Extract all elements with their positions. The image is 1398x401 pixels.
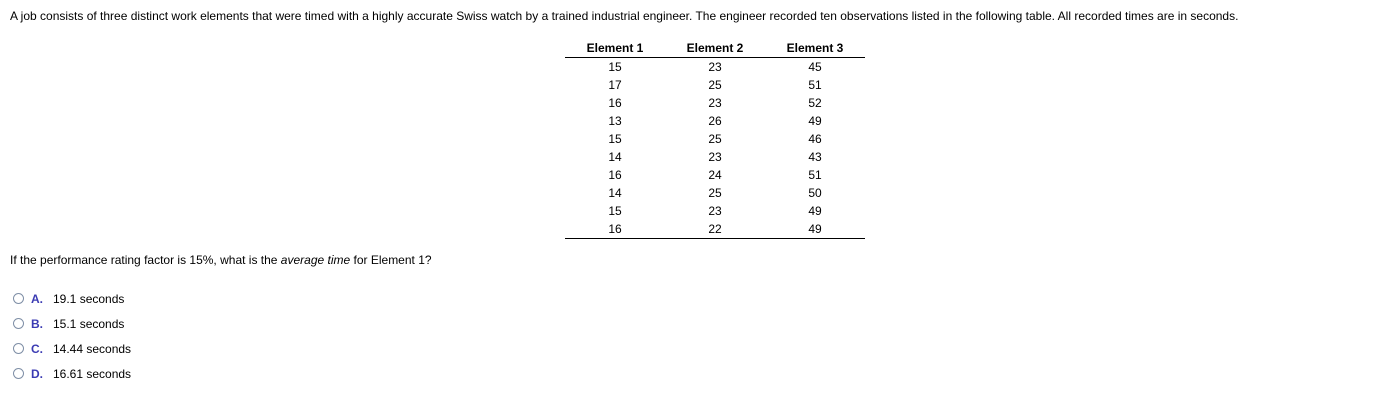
choice-b[interactable] xyxy=(13,311,131,336)
choice-label: 16.61 seconds xyxy=(53,366,132,381)
table-cell: 51 xyxy=(808,168,822,182)
column-header-element-1: Element 1 xyxy=(565,38,665,58)
choice-letter: D. xyxy=(31,366,43,381)
table-cell: 46 xyxy=(808,132,822,146)
table-cell: 15 xyxy=(608,60,622,74)
radio-button-icon[interactable] xyxy=(13,368,24,379)
table-row xyxy=(565,130,865,148)
question-prefix: If the performance rating factor is 15%, what is the xyxy=(10,253,281,267)
table-cell: 25 xyxy=(708,78,722,92)
table-cell: 25 xyxy=(708,132,722,146)
table-row xyxy=(565,112,865,130)
problem-statement: A job consists of three distinct work elements that were timed with a highly accurate Swiss watch by a trained industrial engineer. The engineer recorded ten observations listed in the following table. All recorded times are in seconds. xyxy=(10,9,1239,23)
table-row xyxy=(565,148,865,166)
column-header-element-2: Element 2 xyxy=(665,38,765,58)
choice-a[interactable] xyxy=(13,286,131,311)
column-header-element-3: Element 3 xyxy=(765,38,865,58)
table-cell: 23 xyxy=(708,96,722,110)
choice-label: 14.44 seconds xyxy=(53,341,132,356)
table-cell: 24 xyxy=(708,168,722,182)
table-cell: 51 xyxy=(808,78,822,92)
table-cell: 23 xyxy=(708,60,722,74)
table-cell: 49 xyxy=(765,220,865,239)
table-cell: 16 xyxy=(565,220,665,239)
table-cell: 17 xyxy=(608,78,622,92)
choice-letter: B. xyxy=(31,316,43,331)
table-row xyxy=(565,220,865,239)
table-cell: 15 xyxy=(608,132,622,146)
table-cell: 49 xyxy=(808,204,822,218)
question-text xyxy=(10,252,432,268)
question-emphasis: average time xyxy=(280,253,351,267)
table-cell: 26 xyxy=(708,114,722,128)
table-cell: 52 xyxy=(808,96,822,110)
answer-choices xyxy=(13,286,131,386)
table-row xyxy=(565,76,865,94)
radio-button-icon[interactable] xyxy=(13,318,24,329)
table-cell: 16 xyxy=(608,96,622,110)
observation-table-container xyxy=(565,38,865,239)
choice-d[interactable] xyxy=(13,361,131,386)
table-row xyxy=(565,184,865,202)
radio-button-icon[interactable] xyxy=(13,293,24,304)
choice-letter: A. xyxy=(31,291,43,306)
observation-table xyxy=(565,38,865,239)
table-row xyxy=(565,166,865,184)
table-row xyxy=(565,202,865,220)
table-cell: 43 xyxy=(808,150,822,164)
table-cell: 23 xyxy=(708,150,722,164)
radio-button-icon[interactable] xyxy=(13,343,24,354)
table-cell: 16 xyxy=(608,168,622,182)
choice-label: 19.1 seconds xyxy=(53,291,125,306)
table-row xyxy=(565,94,865,112)
table-cell: 49 xyxy=(808,114,822,128)
table-cell: 15 xyxy=(608,204,622,218)
table-cell: 50 xyxy=(808,186,822,200)
choice-label: 15.1 seconds xyxy=(53,316,125,331)
table-cell: 45 xyxy=(808,60,822,74)
table-cell: 25 xyxy=(708,186,722,200)
table-header-row xyxy=(565,38,865,58)
question-suffix: for Element 1? xyxy=(350,253,432,267)
table-cell: 14 xyxy=(608,186,622,200)
table-cell: 22 xyxy=(665,220,765,239)
table-cell: 23 xyxy=(708,204,722,218)
table-cell: 13 xyxy=(608,114,622,128)
choice-c[interactable] xyxy=(13,336,131,361)
table-cell: 14 xyxy=(608,150,622,164)
table-row xyxy=(565,58,865,77)
choice-letter: C. xyxy=(31,341,43,356)
